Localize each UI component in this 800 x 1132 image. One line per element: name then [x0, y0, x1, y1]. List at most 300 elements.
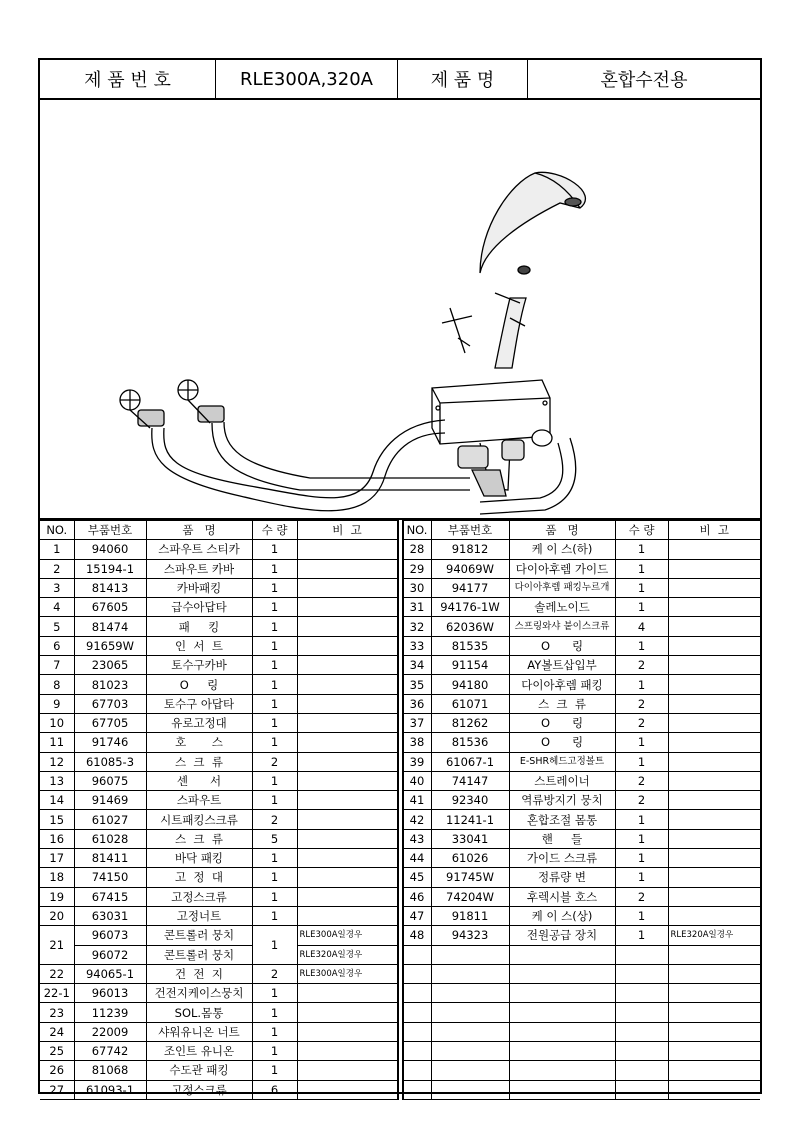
- row-no: 31: [403, 598, 431, 617]
- row-part-name: E-SHR헤드고정볼트: [509, 752, 615, 771]
- row-remark: [297, 1042, 397, 1061]
- row-part-name: 스프링와샤 붙이스크류: [509, 617, 615, 636]
- empty-cell: [509, 1022, 615, 1041]
- row-no: 4: [40, 598, 74, 617]
- row-part-no: 91812: [431, 540, 509, 559]
- row-part-no: 96072: [74, 945, 146, 964]
- row-part-no: 96013: [74, 984, 146, 1003]
- table-row: [403, 636, 760, 655]
- table-row: [40, 578, 397, 597]
- row-remark: [668, 694, 760, 713]
- row-part-name: 건 전 지: [146, 964, 252, 983]
- row-qty: 1: [252, 540, 297, 559]
- table-row: [40, 984, 397, 1003]
- table-row: [40, 559, 397, 578]
- row-remark: [297, 887, 397, 906]
- row-no: 34: [403, 656, 431, 675]
- row-part-name: 시트패킹스크류: [146, 810, 252, 829]
- table-row: [40, 887, 397, 906]
- table-row: [403, 926, 760, 945]
- table-row: [40, 926, 397, 945]
- row-part-no: 81413: [74, 578, 146, 597]
- row-part-name: 토수구카바: [146, 656, 252, 675]
- row-qty: 1: [252, 849, 297, 868]
- row-remark: [668, 752, 760, 771]
- row-remark: [297, 829, 397, 848]
- row-remark: [297, 771, 397, 790]
- row-part-name: 후렉시블 호스: [509, 887, 615, 906]
- product-name-label: 제 품 명: [398, 60, 528, 98]
- row-qty: 1: [252, 1003, 297, 1022]
- row-remark: [668, 887, 760, 906]
- row-no: 14: [40, 791, 74, 810]
- row-part-name: 조인트 유니온: [146, 1042, 252, 1061]
- empty-cell: [431, 945, 509, 964]
- row-remark: [297, 849, 397, 868]
- empty-cell: [615, 1061, 668, 1080]
- empty-cell: [615, 1003, 668, 1022]
- table-row: [403, 887, 760, 906]
- row-qty: 2: [615, 694, 668, 713]
- row-part-name: 스 크 류: [146, 752, 252, 771]
- row-remark: [297, 906, 397, 925]
- row-no: 7: [40, 656, 74, 675]
- row-part-no: 67415: [74, 887, 146, 906]
- row-part-name: 스파우트 스티카: [146, 540, 252, 559]
- empty-cell: [431, 984, 509, 1003]
- row-part-no: 94176-1W: [431, 598, 509, 617]
- row-part-no: 61071: [431, 694, 509, 713]
- row-no: 45: [403, 868, 431, 887]
- row-no: 13: [40, 771, 74, 790]
- row-part-no: 61085-3: [74, 752, 146, 771]
- empty-cell: [668, 964, 760, 983]
- table-row: [40, 945, 397, 964]
- table-row: [403, 559, 760, 578]
- empty-row: [403, 964, 760, 983]
- row-no: 11: [40, 733, 74, 752]
- row-part-name: 다이아후렘 가이드: [509, 559, 615, 578]
- table-row: [403, 849, 760, 868]
- row-part-no: 61093-1: [74, 1080, 146, 1099]
- table-row: [40, 964, 397, 983]
- row-part-no: 94065-1: [74, 964, 146, 983]
- row-qty: 1: [615, 540, 668, 559]
- row-qty: 2: [252, 810, 297, 829]
- row-qty: 1: [615, 829, 668, 848]
- empty-cell: [668, 1061, 760, 1080]
- empty-row: [403, 1042, 760, 1061]
- empty-cell: [403, 1080, 431, 1099]
- row-qty: 1: [252, 578, 297, 597]
- row-remark: [297, 636, 397, 655]
- col-part-no-header: 부품번호: [74, 521, 146, 540]
- row-remark: [297, 868, 397, 887]
- table-row: [40, 771, 397, 790]
- empty-cell: [431, 1061, 509, 1080]
- row-qty: 1: [252, 636, 297, 655]
- row-part-name: SOL.몸통: [146, 1003, 252, 1022]
- row-part-no: 94177: [431, 578, 509, 597]
- empty-row: [403, 1003, 760, 1022]
- row-qty: 1: [252, 713, 297, 732]
- row-no: 10: [40, 713, 74, 732]
- row-remark: [297, 810, 397, 829]
- table-row: [40, 849, 397, 868]
- row-remark: [668, 771, 760, 790]
- row-part-no: 61028: [74, 829, 146, 848]
- row-part-name: 다이아후렘 패킹누르개: [509, 578, 615, 597]
- row-no: 3: [40, 578, 74, 597]
- col-qty-header: 수 량: [615, 521, 668, 540]
- row-part-no: 94180: [431, 675, 509, 694]
- empty-cell: [431, 1003, 509, 1022]
- table-row: [40, 636, 397, 655]
- row-no: 43: [403, 829, 431, 848]
- row-part-no: 96073: [74, 926, 146, 945]
- row-no: 47: [403, 906, 431, 925]
- exploded-view-illustration: [40, 98, 760, 518]
- row-remark: [297, 733, 397, 752]
- row-part-no: 94060: [74, 540, 146, 559]
- row-qty: 2: [615, 656, 668, 675]
- row-remark: [297, 1003, 397, 1022]
- parts-sheet: [38, 58, 762, 1097]
- row-part-name: 바닥 패킹: [146, 849, 252, 868]
- row-no: 37: [403, 713, 431, 732]
- row-part-name: 센 서: [146, 771, 252, 790]
- row-part-name: 인 서 트: [146, 636, 252, 655]
- row-part-no: 96075: [74, 771, 146, 790]
- row-part-no: 81474: [74, 617, 146, 636]
- row-no: 19: [40, 887, 74, 906]
- empty-cell: [403, 945, 431, 964]
- table-row: [40, 791, 397, 810]
- row-qty: 1: [615, 810, 668, 829]
- row-qty: 1: [252, 771, 297, 790]
- empty-cell: [431, 964, 509, 983]
- row-remark: [297, 675, 397, 694]
- row-qty: 2: [615, 771, 668, 790]
- row-part-no: 74147: [431, 771, 509, 790]
- empty-cell: [431, 1022, 509, 1041]
- row-remark: RLE320A일경우: [668, 926, 760, 945]
- row-remark: [668, 791, 760, 810]
- row-no: 5: [40, 617, 74, 636]
- row-remark: [668, 733, 760, 752]
- product-no-value: RLE300A,320A: [216, 60, 398, 98]
- row-part-name: 스파우트 카바: [146, 559, 252, 578]
- row-no: 39: [403, 752, 431, 771]
- row-part-name: 카바패킹: [146, 578, 252, 597]
- row-part-name: 스파우트: [146, 791, 252, 810]
- row-remark: [297, 713, 397, 732]
- row-part-name: 급수아답타: [146, 598, 252, 617]
- empty-cell: [509, 984, 615, 1003]
- row-part-no: 91745W: [431, 868, 509, 887]
- row-part-no: 91154: [431, 656, 509, 675]
- col-remark-header: 비 고: [668, 521, 760, 540]
- row-qty: 1: [252, 1061, 297, 1080]
- row-part-name: O 링: [146, 675, 252, 694]
- row-part-no: 63031: [74, 906, 146, 925]
- table-row: [403, 540, 760, 559]
- col-qty-header: 수 량: [252, 521, 297, 540]
- row-no: 9: [40, 694, 74, 713]
- table-header-row: [40, 521, 397, 540]
- row-part-no: 81535: [431, 636, 509, 655]
- row-remark: [297, 617, 397, 636]
- table-row: [40, 675, 397, 694]
- empty-cell: [509, 1042, 615, 1061]
- row-remark: [668, 598, 760, 617]
- row-part-name: 케 이 스(하): [509, 540, 615, 559]
- row-remark: [668, 829, 760, 848]
- empty-cell: [509, 1080, 615, 1099]
- row-qty: 1: [615, 926, 668, 945]
- table-row: [403, 578, 760, 597]
- row-part-name: 건전지케이스뭉치: [146, 984, 252, 1003]
- empty-cell: [668, 945, 760, 964]
- row-part-name: O 링: [509, 713, 615, 732]
- row-no: 20: [40, 906, 74, 925]
- row-qty: 1: [252, 1022, 297, 1041]
- row-part-no: 91659W: [74, 636, 146, 655]
- row-part-no: 23065: [74, 656, 146, 675]
- table-row: [40, 617, 397, 636]
- row-part-no: 81068: [74, 1061, 146, 1080]
- row-remark: [297, 984, 397, 1003]
- row-part-name: 수도관 패킹: [146, 1061, 252, 1080]
- row-part-no: 81023: [74, 675, 146, 694]
- row-part-name: 샤워유니온 너트: [146, 1022, 252, 1041]
- row-part-name: 고정너트: [146, 906, 252, 925]
- row-part-no: 91746: [74, 733, 146, 752]
- row-part-no: 67605: [74, 598, 146, 617]
- row-part-name: 스 크 류: [509, 694, 615, 713]
- row-remark: [297, 752, 397, 771]
- row-qty: 1: [615, 868, 668, 887]
- row-part-no: 81536: [431, 733, 509, 752]
- row-part-name: 핸 들: [509, 829, 615, 848]
- table-row: [40, 868, 397, 887]
- table-row: [40, 694, 397, 713]
- empty-cell: [431, 1042, 509, 1061]
- row-part-no: 22009: [74, 1022, 146, 1041]
- empty-cell: [668, 1003, 760, 1022]
- row-part-no: 11241-1: [431, 810, 509, 829]
- col-name-header: 품 명: [146, 521, 252, 540]
- row-qty: 1: [615, 675, 668, 694]
- row-remark: [297, 578, 397, 597]
- row-part-name: 고 정 대: [146, 868, 252, 887]
- row-qty: 1: [615, 559, 668, 578]
- row-no: 27: [40, 1080, 74, 1099]
- table-header-row: [403, 521, 760, 540]
- table-row: [403, 752, 760, 771]
- empty-cell: [403, 1022, 431, 1041]
- table-row: [40, 713, 397, 732]
- header-bar: [40, 60, 760, 100]
- empty-cell: [509, 1003, 615, 1022]
- row-part-no: 81411: [74, 849, 146, 868]
- row-part-no: 15194-1: [74, 559, 146, 578]
- table-row: [40, 752, 397, 771]
- row-part-name: 역류방지기 뭉치: [509, 791, 615, 810]
- row-no: 33: [403, 636, 431, 655]
- table-row: [40, 810, 397, 829]
- table-row: [403, 694, 760, 713]
- product-no-label: 제 품 번 호: [40, 60, 216, 98]
- row-qty: 4: [615, 617, 668, 636]
- row-remark: [297, 540, 397, 559]
- empty-cell: [431, 1080, 509, 1099]
- table-row: [403, 713, 760, 732]
- table-row: [403, 791, 760, 810]
- row-no: 18: [40, 868, 74, 887]
- row-no: 41: [403, 791, 431, 810]
- row-qty: 1: [615, 849, 668, 868]
- empty-cell: [403, 1042, 431, 1061]
- row-no: 25: [40, 1042, 74, 1061]
- row-part-no: 81262: [431, 713, 509, 732]
- row-remark: [297, 1080, 397, 1099]
- row-part-name: 콘트롤러 뭉치: [146, 926, 252, 945]
- parts-list: [40, 518, 760, 1100]
- row-no: 16: [40, 829, 74, 848]
- row-qty: 1: [252, 868, 297, 887]
- row-no: 12: [40, 752, 74, 771]
- row-no: 28: [403, 540, 431, 559]
- row-part-name: 다이아후렘 패킹: [509, 675, 615, 694]
- empty-cell: [615, 1042, 668, 1061]
- table-row: [403, 675, 760, 694]
- row-remark: [668, 810, 760, 829]
- row-remark: [668, 578, 760, 597]
- empty-cell: [403, 984, 431, 1003]
- row-part-name: 가이드 스크류: [509, 849, 615, 868]
- table-row: [40, 598, 397, 617]
- parts-table-right: [403, 520, 761, 1100]
- row-remark: [668, 617, 760, 636]
- row-remark: [297, 598, 397, 617]
- row-remark: [668, 636, 760, 655]
- table-row: [40, 1061, 397, 1080]
- product-name-value: 혼합수전용: [600, 70, 688, 91]
- table-row: [40, 829, 397, 848]
- row-no: 40: [403, 771, 431, 790]
- row-part-no: 11239: [74, 1003, 146, 1022]
- table-row: [403, 868, 760, 887]
- empty-cell: [668, 1080, 760, 1099]
- row-no: 22-1: [40, 984, 74, 1003]
- row-part-name: 콘트롤러 뭉치: [146, 945, 252, 964]
- row-qty: 1: [615, 906, 668, 925]
- parts-table-left: [40, 520, 398, 1100]
- row-qty: 2: [615, 887, 668, 906]
- row-qty: 1: [252, 656, 297, 675]
- row-no: 44: [403, 849, 431, 868]
- row-no: 46: [403, 887, 431, 906]
- row-part-no: 91469: [74, 791, 146, 810]
- table-row: [40, 1042, 397, 1061]
- row-remark: [668, 868, 760, 887]
- row-no: 38: [403, 733, 431, 752]
- row-qty: 1: [615, 733, 668, 752]
- row-qty: 1: [252, 733, 297, 752]
- row-part-no: 67703: [74, 694, 146, 713]
- table-row: [403, 598, 760, 617]
- row-no: 36: [403, 694, 431, 713]
- table-row: [403, 771, 760, 790]
- row-qty: 1: [252, 617, 297, 636]
- row-part-name: 솔레노이드: [509, 598, 615, 617]
- row-part-name: 케 이 스(상): [509, 906, 615, 925]
- row-no: 35: [403, 675, 431, 694]
- empty-cell: [668, 1022, 760, 1041]
- row-part-name: O 링: [509, 636, 615, 655]
- table-row: [40, 1080, 397, 1099]
- row-qty: 1: [252, 675, 297, 694]
- row-qty: 2: [252, 964, 297, 983]
- row-qty: 2: [615, 791, 668, 810]
- row-part-no: 61067-1: [431, 752, 509, 771]
- row-remark: [668, 906, 760, 925]
- empty-cell: [615, 984, 668, 1003]
- row-no: 22: [40, 964, 74, 983]
- row-part-no: 62036W: [431, 617, 509, 636]
- row-no: 26: [40, 1061, 74, 1080]
- empty-cell: [509, 945, 615, 964]
- row-remark: [668, 540, 760, 559]
- row-part-name: 혼합조절 몸통: [509, 810, 615, 829]
- row-remark: [297, 1061, 397, 1080]
- table-row: [40, 733, 397, 752]
- empty-cell: [615, 1022, 668, 1041]
- row-no: 48: [403, 926, 431, 945]
- row-remark: [297, 656, 397, 675]
- row-part-no: 94323: [431, 926, 509, 945]
- row-qty: 1: [615, 598, 668, 617]
- row-qty: 1: [252, 984, 297, 1003]
- row-no: 42: [403, 810, 431, 829]
- col-no-header: NO.: [403, 521, 431, 540]
- col-remark-header: 비 고: [297, 521, 397, 540]
- empty-cell: [403, 1003, 431, 1022]
- col-name-header: 품 명: [509, 521, 615, 540]
- row-part-no: 33041: [431, 829, 509, 848]
- row-remark: [668, 713, 760, 732]
- empty-cell: [668, 1042, 760, 1061]
- row-remark: [668, 656, 760, 675]
- row-part-name: AY볼트삽입부: [509, 656, 615, 675]
- row-qty: 1: [615, 578, 668, 597]
- row-no: 32: [403, 617, 431, 636]
- row-part-name: 고정스크류: [146, 887, 252, 906]
- row-qty: 1: [615, 752, 668, 771]
- col-part-no-header: 부품번호: [431, 521, 509, 540]
- row-qty: 6: [252, 1080, 297, 1099]
- row-qty: 1: [252, 926, 297, 965]
- row-remark: [297, 1022, 397, 1041]
- row-part-name: 토수구 아답타: [146, 694, 252, 713]
- row-no: 29: [403, 559, 431, 578]
- row-remark: [297, 694, 397, 713]
- row-part-no: 74204W: [431, 887, 509, 906]
- row-part-name: 정류량 변: [509, 868, 615, 887]
- empty-cell: [615, 945, 668, 964]
- row-part-name: 고정스크류: [146, 1080, 252, 1099]
